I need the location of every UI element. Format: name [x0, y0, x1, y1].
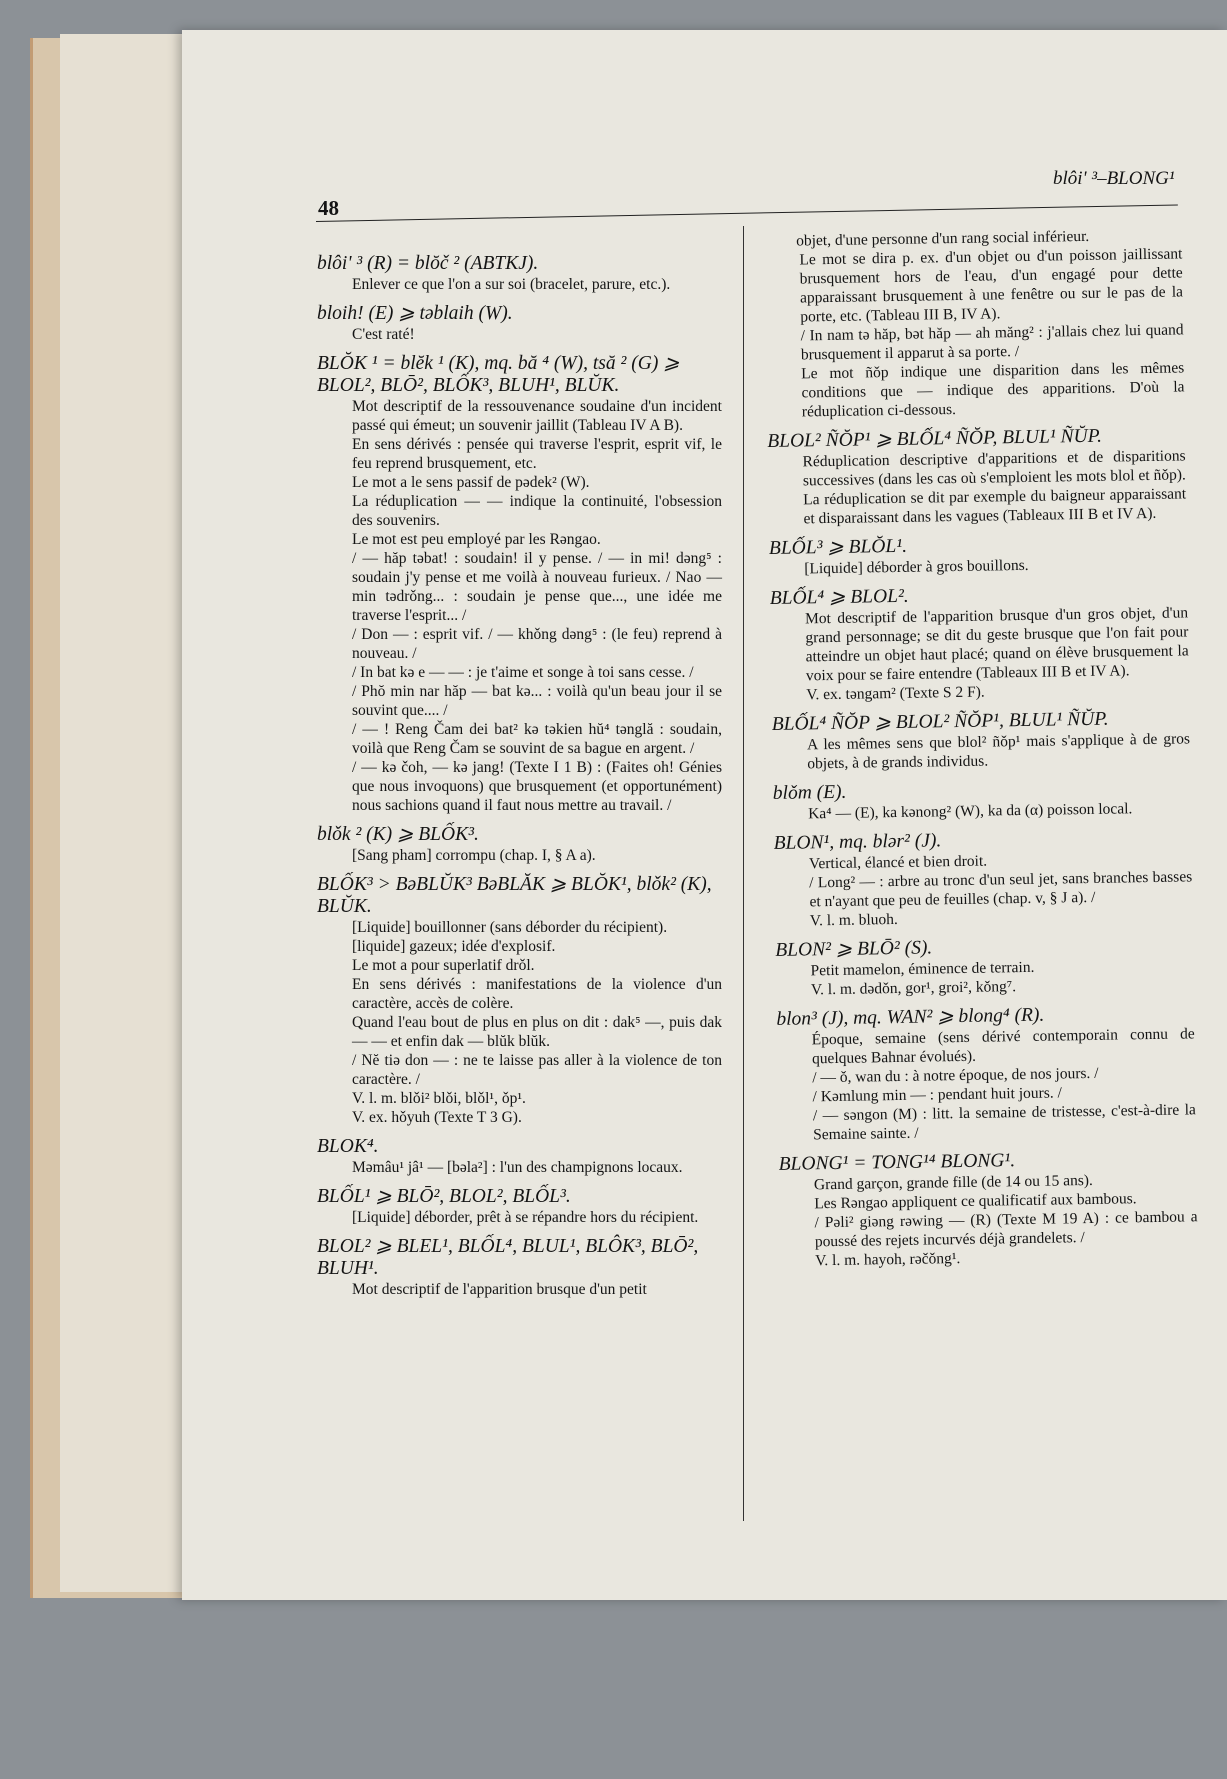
cross-reference: V. l. m. hayoh, rǝčǒng¹.: [815, 1250, 961, 1270]
cross-reference: V. l. m. blǒi² blǒi, blǒl¹, ǒp¹.: [352, 1090, 526, 1107]
headword: BLỐL⁴ ÑŎP ⩾ BLOL² ÑŎP¹, BLUL¹ ÑŬP.: [771, 708, 1109, 735]
headword: BLON¹, mq. blǝr² (J).: [773, 830, 942, 854]
definition-line: [Sang pham] corrompu (chap. I, § A a).: [352, 847, 596, 864]
definition-line: Vertical, élancé et bien droit.: [808, 852, 988, 873]
example-line: / Pǝli² giǝng rǝwing — (R) (Texte M 19 A) : ce bambou a poussé des rejets incurvés déjà grandelets. /: [814, 1208, 1198, 1251]
definition-line: Mǝmâu¹ jâ¹ — [bǝla²] : l'un des champignons locaux.: [352, 1159, 683, 1176]
example-line: / In bat kǝ e — — : je t'aime et songe à toi sans cesse. /: [352, 664, 694, 681]
definition-line: Le mot est peu employé par les Rǝngao.: [352, 531, 601, 548]
definition-line: [Liquide] bouillonner (sans déborder du récipient).: [352, 919, 668, 936]
headword: blǒk ² (K) ⩾ BLỐK³.: [317, 824, 479, 845]
running-head: blôi' ³–BLONG¹: [1053, 168, 1175, 189]
example-line: / — ǒ, wan du : à notre époque, de nos jours. /: [812, 1064, 1099, 1087]
definition-line: Grand garçon, grande fille (de 14 ou 15 ans).: [813, 1171, 1093, 1194]
definition-line: En sens dérivés : pensée qui traverse l'esprit, esprit vif, le feu reprend brusquement, etc.: [352, 436, 722, 472]
headword: BLOL² ⩾ BLEL¹, BLỐL⁴, BLUL¹, BLÔK³, BLŌ², BLUH¹.: [317, 1236, 699, 1279]
dictionary-entry: [769, 531, 1188, 579]
definition-line: Le mot ñǒp indique une disparition dans les mêmes conditions que — indique des apparitions. D'où la réduplication ci-dessous.: [801, 359, 1185, 421]
headword: BLONG¹ = TONG¹⁴ BLONG¹.: [778, 1150, 1016, 1175]
headword: blôi' ³ (R) = blŏč ² (ABTKJ).: [317, 253, 539, 274]
definition-line: objet, d'une personne d'un rang social inférieur.: [796, 227, 1090, 250]
cross-reference: V. ex. hǒyuh (Texte T 3 G).: [352, 1109, 522, 1126]
dictionary-entry: [770, 581, 1190, 705]
left-column: [317, 244, 722, 1301]
dictionary-entry: [764, 225, 1185, 422]
definition-line: Petit mamelon, éminence de terrain.: [810, 958, 1035, 980]
definition-line: Le mot a le sens passif de pǝdek² (W).: [352, 474, 590, 491]
definition-line: C'est raté!: [352, 326, 415, 343]
definition-line: [liquide] gazeux; idée d'explosif.: [352, 938, 556, 955]
headword: BLON² ⩾ BLŌ² (S).: [775, 937, 933, 961]
cross-reference: V. ex. tǝngam² (Texte S 2 F).: [806, 683, 985, 704]
example-line: / Kǝmlung min — : pendant huit jours. /: [812, 1084, 1062, 1106]
headword: BLỐL¹ ⩾ BLŌ², BLOL², BLỐL³.: [317, 1186, 571, 1207]
dictionary-entry: [317, 303, 722, 344]
cross-reference: V. l. m. bluoh.: [809, 910, 898, 930]
dictionary-entry: [767, 424, 1186, 529]
definition-line: Réduplication descriptive d'apparitions et de disparitions successives (dans les cas où s'emploient les mots blol et ñǒp). La réduplication se dit par exemple du baigneur apparaissant et disparaissant dans les vagues (Tableaux III B et IV A).: [802, 447, 1187, 528]
dictionary-entry: [773, 776, 1192, 824]
dictionary-entry: [778, 1147, 1198, 1271]
definition-line: Ka⁴ — (E), ka kǝnong² (W), ka da (α) poisson local.: [808, 800, 1133, 823]
example-line: / Phŏ min nar hăp — bat kǝ... : voilà qu'un beau jour il se souvint que.... /: [352, 683, 722, 719]
dictionary-entry: [317, 824, 722, 865]
definition-line: Mot descriptif de l'apparition brusque d'un petit: [352, 1281, 647, 1298]
dictionary-entry: [773, 826, 1192, 931]
dictionary-entry: [317, 874, 722, 1127]
dictionary-entry: [772, 707, 1191, 774]
dictionary-entry: [317, 1186, 722, 1227]
right-column: [764, 225, 1198, 1272]
definition-line: Mot descriptif de l'apparition brusque d'un gros objet, d'un grand personnage; se dit du geste brusque que l'on fait pour atteindre un objet haut placé; quand on élève brusquement la voix pour se faire entendre (Tableaux III B et IV A).: [804, 604, 1189, 685]
definition-line: [Liquide] déborder à gros bouillons.: [804, 556, 1029, 578]
headword: bloih! (E) ⩾ tǝblaih (W).: [317, 303, 513, 324]
dictionary-entry: [317, 353, 722, 815]
example-line: / — ! Reng Čam dei bat² kǝ tǝkien hŭ⁴ tǝnglă : soudain, voilà que Reng Čam se souvint de sa bague en argent. /: [352, 721, 722, 757]
headword: BLŎK ¹ = blĕk ¹ (K), mq. bă ⁴ (W), tsă ² (G) ⩾ BLOL², BLŌ², BLỐK³, BLUH¹, BLŬK.: [317, 353, 680, 396]
definition-line: Mot descriptif de la ressouvenance soudaine d'un incident passé qui émeut; un souvenir jaillit (Tableau IV A B).: [352, 398, 722, 434]
definition-line: Le mot se dira p. ex. d'un objet ou d'un poisson jaillissant brusquement hors de l'eau, d'un engagé pour dette apparaissant brusquement à une fenêtre ou sur le pas de la porte, etc. (Tableau III B, IV A).: [799, 245, 1184, 326]
definition-line: [Liquide] déborder, prêt à se répandre hors du récipient.: [352, 1209, 699, 1226]
dictionary-entry: [776, 1002, 1196, 1145]
example-line: / In nam tǝ hăp, bǝt hăp — ah măng² : j'allais chez lui quand brusquement il apparut à sa porte. /: [800, 321, 1184, 364]
example-line: / — sǝngon (M) : litt. la semaine de tristesse, c'est-à-dire la Semaine sainte. /: [812, 1101, 1196, 1144]
definition-line: Enlever ce que l'on a sur soi (bracelet, parure, etc.).: [352, 276, 671, 293]
headword: BLỐL⁴ ⩾ BLOL².: [769, 585, 909, 609]
headword: blon³ (J), mq. WAN² ⩾ blong⁴ (R).: [776, 1004, 1045, 1030]
example-line: / — kǝ čoh, — kǝ jang! (Texte I 1 B) : (Faites oh! Génies que nous invoquons) que brusquement (et opportunément) nous sachions quand il faut nous mettre au travail. /: [352, 759, 722, 814]
dictionary-entry: [317, 253, 722, 294]
headword: BLỐL³ ⩾ BLŎL¹.: [768, 535, 908, 559]
definition-line: La réduplication — — indique la continuité, l'obsession des souvenirs.: [352, 493, 722, 529]
definition-line: Quand l'eau bout de plus en plus on dit : dak⁵ —, puis dak — — et enfin dak — blŭk blŭk.: [352, 1014, 722, 1050]
definition-line: Les Rǝngao appliquent ce qualificatif aux bambous.: [814, 1190, 1137, 1213]
headword: BLOK⁴.: [317, 1136, 379, 1157]
definition-line: A les mêmes sens que blol² ñǒp¹ mais s'applique à de gros objets, à de grands individus.: [806, 730, 1191, 773]
column-divider: [743, 226, 744, 1521]
example-line: / — hăp tǝbat! : soudain! il y pense. / — in mi! dǝng⁵ : soudain j'y pense et me voilà à nouveau furieux. / Nao — min tǝdrǒng... : soudain je pense que..., une idée me traverse l'esprit... /: [352, 550, 722, 624]
definition-line: Le mot a pour superlatif drǒl.: [352, 957, 535, 974]
dictionary-entry: [317, 1236, 722, 1299]
cross-reference: V. l. m. dǝdǒn, gor¹, groi², kǒng⁷.: [810, 978, 1017, 999]
dictionary-entry: [775, 933, 1194, 1000]
headword: BLOL² ÑŎP¹ ⩾ BLỐL⁴ ÑŎP, BLUL¹ ÑŬP.: [767, 425, 1103, 452]
definition-line: Époque, semaine (sens dérivé contemporain connu de quelques Bahnar évolués).: [811, 1025, 1195, 1068]
example-line: / Nĕ tiǝ don — : ne te laisse pas aller à la violence de ton caractère. /: [352, 1052, 722, 1088]
headword: blǒm (E).: [772, 781, 847, 804]
example-line: / Long² — : arbre au tronc d'un seul jet, sans branches basses et n'ayant que peu de feuilles (chap. v, § J a). /: [809, 868, 1193, 911]
dictionary-entry: [317, 1136, 722, 1177]
page-number: 48: [318, 196, 339, 220]
example-line: / Don — : esprit vif. / — khǒng dǝng⁵ : (le feu) reprend à nouveau. /: [352, 626, 722, 662]
definition-line: En sens dérivés : manifestations de la violence d'un caractère, accès de colère.: [352, 976, 722, 1012]
headword: BLỐK³ > BǝBLŬK³ BǝBLĂK ⩾ BLŎK¹, blǒk² (K), BLŬK.: [317, 874, 712, 917]
